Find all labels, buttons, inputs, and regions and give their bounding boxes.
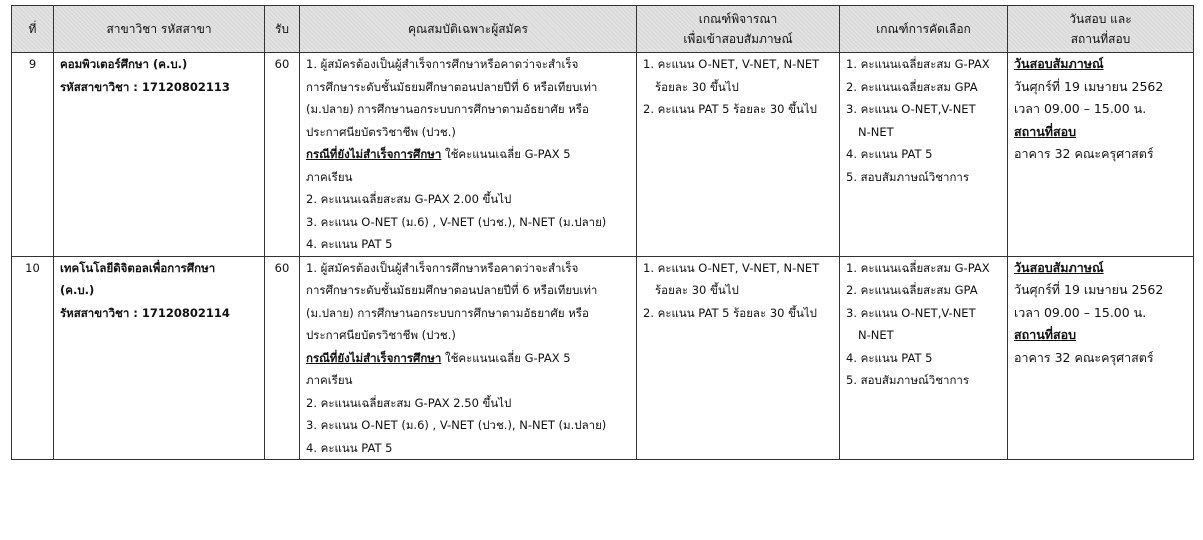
- exam-date-cell: [1008, 256, 1194, 460]
- qualifications-cell: [300, 256, 637, 460]
- row-no: 9: [12, 53, 54, 257]
- qual-line: (ม.ปลาย) การศึกษานอกระบบการศึกษาตามอัธยาศัย หรือ: [306, 305, 589, 320]
- major-cell: [54, 256, 265, 460]
- interview-line: ร้อยละ 30 ขึ้นไป: [655, 283, 739, 297]
- selection-line: 4. คะแนน PAT 5: [846, 147, 933, 161]
- interview-line: 1. คะแนน O-NET, V-NET, N-NET: [643, 260, 820, 275]
- major-name: เทคโนโลยีดิจิตอลเพื่อการศึกษา: [60, 260, 216, 275]
- selection-line: 1. คะแนนเฉลี่ยสะสม G-PAX: [846, 57, 990, 71]
- header-interview-criteria: [637, 6, 840, 53]
- qual-line: 3. คะแนน O-NET (ม.6) , V-NET (ปวช.), N-NET (ม.ปลาย): [306, 418, 607, 432]
- header-exam-date-line1: วันสอบ และ: [1069, 12, 1132, 26]
- selection-line: 5. สอบสัมภาษณ์วิชาการ: [846, 169, 970, 184]
- interview-criteria-cell: [637, 256, 840, 460]
- qual-line: 2. คะแนนเฉลี่ยสะสม G-PAX 2.50 ขึ้นไป: [306, 395, 512, 410]
- qual-case-label: กรณีที่ยังไม่สำเร็จการศึกษา: [306, 147, 442, 161]
- exam-place-label: สถานที่สอบ: [1014, 123, 1077, 139]
- qual-line: ประกาศนียบัตรวิชาชีพ (ปวช.): [306, 328, 456, 342]
- selection-line: 3. คะแนน O-NET,V-NET: [846, 102, 976, 116]
- table-row: [12, 53, 1194, 257]
- header-interview-criteria-line1: เกณฑ์พิจารณา: [698, 12, 778, 26]
- header-row: [12, 6, 1194, 53]
- exam-time: เวลา 09.00 – 15.00 น.: [1014, 304, 1147, 320]
- qual-line: 4. คะแนน PAT 5: [306, 440, 393, 455]
- selection-line: N-NET: [858, 328, 894, 342]
- qual-case-text-2: ภาคเรียน: [306, 169, 353, 184]
- qual-line: 1. ผู้สมัครต้องเป็นผู้สำเร็จการศึกษาหรือคาดว่าจะสำเร็จ: [306, 260, 579, 275]
- qual-case-text: ใช้คะแนนเฉลี่ย G-PAX 5: [441, 147, 571, 161]
- exam-place: อาคาร 32 คณะครุศาสตร์: [1014, 146, 1154, 161]
- selection-line: 2. คะแนนเฉลี่ยสะสม GPA: [846, 283, 978, 297]
- selection-line: 2. คะแนนเฉลี่ยสะสม GPA: [846, 79, 978, 94]
- exam-time: เวลา 09.00 – 15.00 น.: [1014, 101, 1147, 116]
- exam-place-label: สถานที่สอบ: [1014, 327, 1077, 342]
- major-code: รหัสสาขาวิชา : 17120802113: [60, 79, 230, 94]
- qual-case-text-2: ภาคเรียน: [306, 373, 353, 387]
- admission-criteria-table: [11, 5, 1194, 460]
- qualifications-cell: [300, 53, 637, 257]
- qual-line: การศึกษาระดับชั้นมัธยมศึกษาตอนปลายปีที่ 6 หรือเทียบเท่า: [306, 283, 598, 297]
- header-no: ที่: [12, 6, 54, 53]
- major-cell: [54, 53, 265, 257]
- selection-criteria-cell: [840, 256, 1008, 460]
- selection-line: 5. สอบสัมภาษณ์วิชาการ: [846, 373, 970, 387]
- qual-case-text: ใช้คะแนนเฉลี่ย G-PAX 5: [441, 350, 571, 365]
- selection-line: 3. คะแนน O-NET,V-NET: [846, 305, 976, 320]
- seats-value: 60: [265, 53, 300, 257]
- exam-date-label: วันสอบสัมภาษณ์: [1014, 56, 1104, 71]
- qual-case-line: [306, 347, 630, 370]
- exam-date: วันศุกร์ที่ 19 เมษายน 2562: [1014, 78, 1164, 94]
- seats-value: 60: [265, 256, 300, 460]
- table-row: [12, 256, 1194, 460]
- qual-case-label: กรณีที่ยังไม่สำเร็จการศึกษา: [306, 350, 442, 365]
- qual-line: (ม.ปลาย) การศึกษานอกระบบการศึกษาตามอัธยาศัย หรือ: [306, 102, 589, 116]
- header-interview-criteria-line2: เพื่อเข้าสอบสัมภาษณ์: [683, 32, 793, 46]
- qual-line: 1. ผู้สมัครต้องเป็นผู้สำเร็จการศึกษาหรือคาดว่าจะสำเร็จ: [306, 57, 579, 71]
- exam-place: อาคาร 32 คณะครุศาสตร์: [1014, 349, 1154, 365]
- exam-date-label: วันสอบสัมภาษณ์: [1014, 259, 1104, 275]
- interview-line: 1. คะแนน O-NET, V-NET, N-NET: [643, 57, 820, 71]
- selection-line: 1. คะแนนเฉลี่ยสะสม G-PAX: [846, 260, 990, 275]
- exam-date-cell: [1008, 53, 1194, 257]
- interview-line: 2. คะแนน PAT 5 ร้อยละ 30 ขึ้นไป: [643, 305, 817, 320]
- header-selection-criteria: เกณฑ์การคัดเลือก: [840, 6, 1008, 53]
- qual-line: การศึกษาระดับชั้นมัธยมศึกษาตอนปลายปีที่ 6 หรือเทียบเท่า: [306, 79, 598, 94]
- interview-line: ร้อยละ 30 ขึ้นไป: [655, 79, 739, 94]
- major-name: คอมพิวเตอร์ศึกษา (ค.บ.): [60, 57, 188, 71]
- selection-line: 4. คะแนน PAT 5: [846, 350, 933, 365]
- header-exam-date-line2: สถานที่สอบ: [1070, 32, 1131, 46]
- interview-line: 2. คะแนน PAT 5 ร้อยละ 30 ขึ้นไป: [643, 102, 817, 116]
- major-code: รัหสสาขาวิชา : 17120802114: [60, 305, 230, 320]
- selection-criteria-cell: [840, 53, 1008, 257]
- major-name-2: (ค.บ.): [60, 283, 95, 297]
- qual-line: 4. คะแนน PAT 5: [306, 237, 393, 251]
- qual-line: 2. คะแนนเฉลี่ยสะสม G-PAX 2.00 ขึ้นไป: [306, 192, 512, 206]
- row-no: 10: [12, 256, 54, 460]
- qual-line: ประกาศนียบัตรวิชาชีพ (ปวช.): [306, 124, 456, 139]
- header-seats: รับ: [265, 6, 300, 53]
- selection-line: N-NET: [858, 124, 894, 139]
- header-qualifications: คุณสมบัติเฉพาะผู้สมัคร: [300, 6, 637, 53]
- qual-case-line: [306, 143, 630, 166]
- exam-date: วันศุกร์ที่ 19 เมษายน 2562: [1014, 282, 1164, 297]
- interview-criteria-cell: [637, 53, 840, 257]
- header-exam-date: [1008, 6, 1194, 53]
- qual-line: 3. คะแนน O-NET (ม.6) , V-NET (ปวช.), N-NET (ม.ปลาย): [306, 214, 607, 229]
- header-major: สาขาวิชา รหัสสาขา: [54, 6, 265, 53]
